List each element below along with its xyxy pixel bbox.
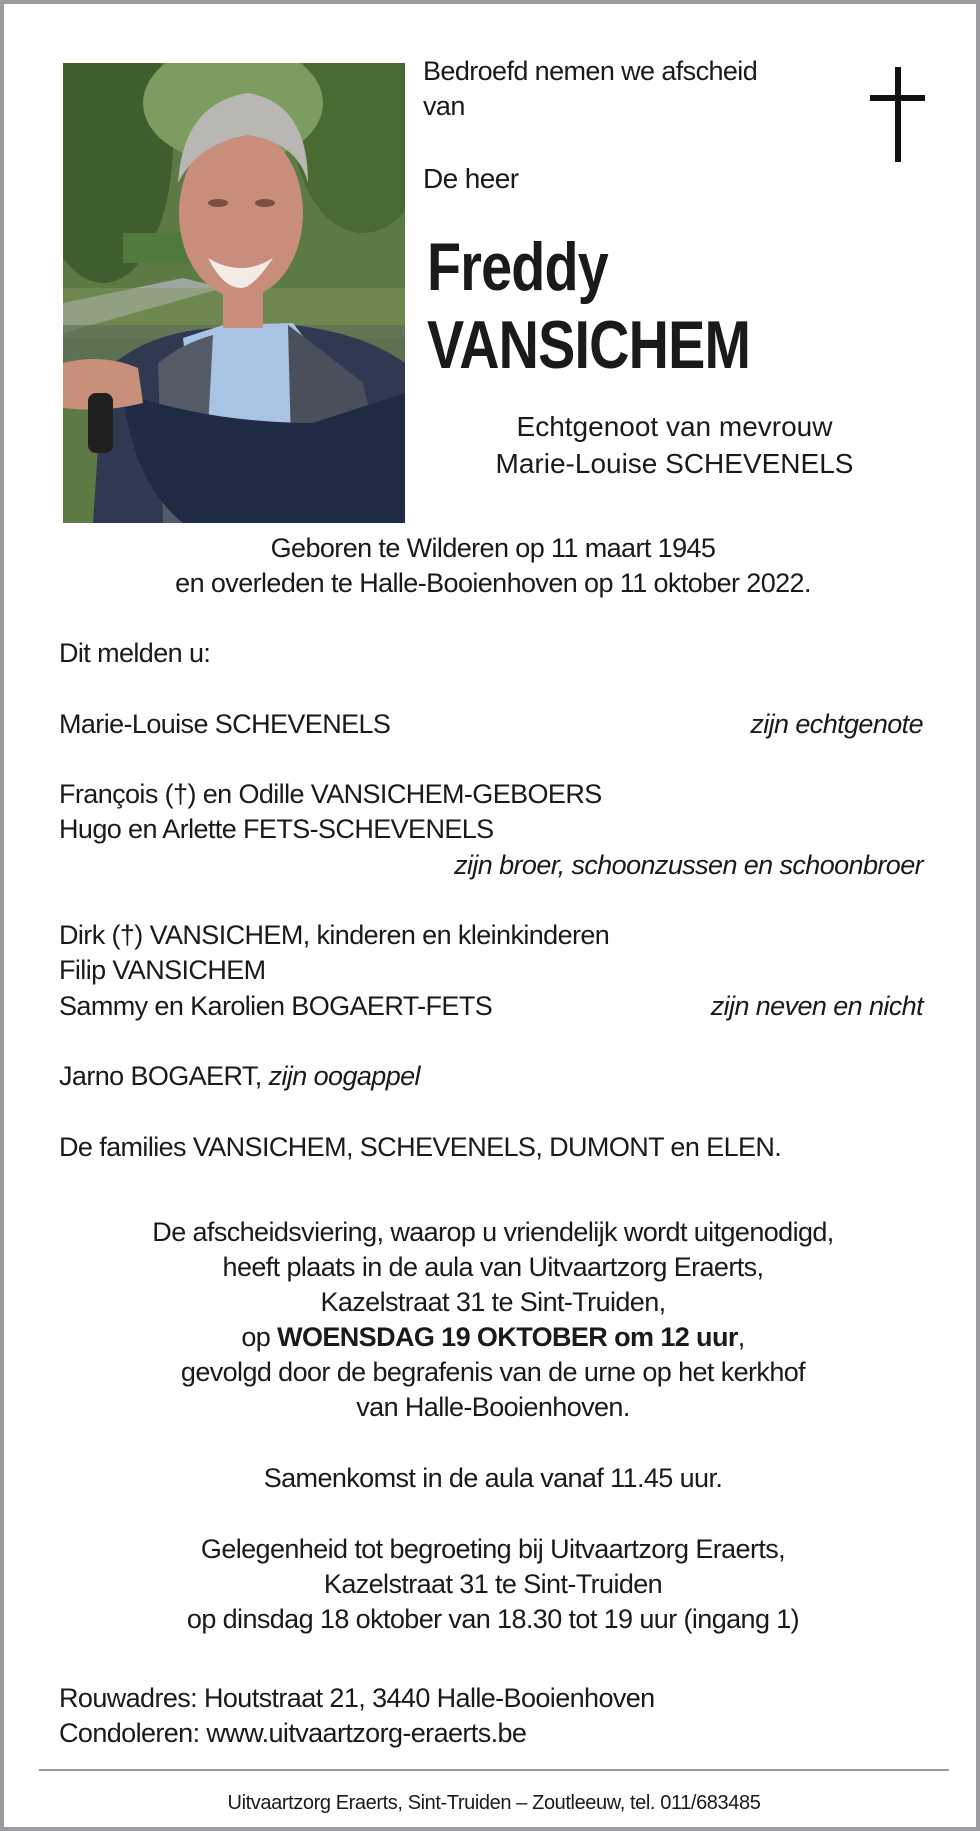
- cross-vertical-bar: [895, 67, 901, 162]
- announcer-relation: zijn neven en nicht: [710, 991, 923, 1021]
- announcer-name: François (†) en Odille VANSICHEM-GEBOERS: [59, 779, 602, 809]
- announcer-name: Dirk (†) VANSICHEM, kinderen en kleinkinderen: [59, 920, 610, 950]
- condolences-link[interactable]: www.uitvaartzorg-eraerts.be: [206, 1718, 527, 1748]
- death-line: en overleden te Halle-Booienhoven op 11 oktober 2022.: [175, 568, 811, 598]
- ceremony-date-prefix: op: [241, 1322, 278, 1352]
- ceremony-line-6: van Halle-Booienhoven.: [356, 1392, 630, 1422]
- announcer-name: Hugo en Arlette FETS-SCHEVENELS: [59, 814, 494, 844]
- honorific: De heer: [423, 163, 519, 194]
- condolences-label: Condoleren:: [59, 1718, 207, 1748]
- gathering-line: Samenkomst in de aula vanaf 11.45 uur.: [263, 1463, 723, 1493]
- funeral-home-footer: Uitvaartzorg Eraerts, Sint-Truiden – Zoutleeuw, tel. 011/683485: [227, 1792, 761, 1814]
- ceremony-line-2: heeft plaats in de aula van Uitvaartzorg Eraerts,: [222, 1252, 764, 1282]
- condolences-line: [59, 1716, 526, 1751]
- ceremony-line-1: De afscheidsviering, waarop u vriendelijk wordt uitgenodigd,: [152, 1217, 834, 1247]
- announcer-name: Marie-Louise SCHEVENELS: [59, 709, 391, 739]
- announcer-line-jarno: [59, 1059, 420, 1094]
- ceremony-line-5: gevolgd door de begrafenis van de urne op het kerkhof: [180, 1357, 806, 1387]
- announcer-relation: zijn echtgenote: [750, 709, 923, 739]
- footer-divider: [39, 1769, 949, 1771]
- intro-line-1: Bedroefd nemen we afscheid: [423, 56, 758, 86]
- spouse-line-1: Echtgenoot van mevrouw: [516, 411, 833, 442]
- announcers-intro: Dit melden u:: [59, 638, 211, 668]
- intro-line-2: van: [423, 91, 465, 121]
- families-line: De families VANSICHEM, SCHEVENELS, DUMONT en ELEN.: [59, 1132, 782, 1162]
- mourning-address: Rouwadres: Houtstraat 21, 3440 Halle-Booienhoven: [59, 1683, 655, 1713]
- visitation-line-1: Gelegenheid tot begroeting bij Uitvaartzorg Eraerts,: [200, 1534, 786, 1564]
- cross-horizontal-bar: [870, 95, 925, 101]
- deceased-first-name: Freddy: [427, 229, 608, 305]
- ceremony-line-4: [63, 1320, 923, 1355]
- announcer-relation: zijn oogappel: [268, 1061, 420, 1091]
- announcer-name: Jarno BOGAERT,: [59, 1061, 262, 1091]
- announcer-relation: zijn broer, schoonzussen en schoonbroer: [454, 850, 923, 880]
- ceremony-date-suffix: ,: [737, 1322, 745, 1352]
- visitation-line-3: op dinsdag 18 oktober van 18.30 tot 19 uur (ingang 1): [186, 1604, 800, 1634]
- portrait-photo: [63, 63, 405, 523]
- birth-line: Geboren te Wilderen op 11 maart 1945: [270, 533, 716, 563]
- announcer-name: Sammy en Karolien BOGAERT-FETS: [59, 991, 493, 1021]
- deceased-last-name: VANSICHEM: [427, 307, 751, 383]
- announcer-name: Filip VANSICHEM: [59, 955, 266, 985]
- portrait-image: [63, 63, 405, 523]
- ceremony-line-3: Kazelstraat 31 te Sint-Truiden,: [320, 1287, 666, 1317]
- ceremony-date: WOENSDAG 19 OKTOBER om 12 uur: [277, 1322, 738, 1352]
- spouse-line-2: Marie-Louise SCHEVENELS: [495, 448, 854, 479]
- visitation-line-2: Kazelstraat 31 te Sint-Truiden: [323, 1569, 663, 1599]
